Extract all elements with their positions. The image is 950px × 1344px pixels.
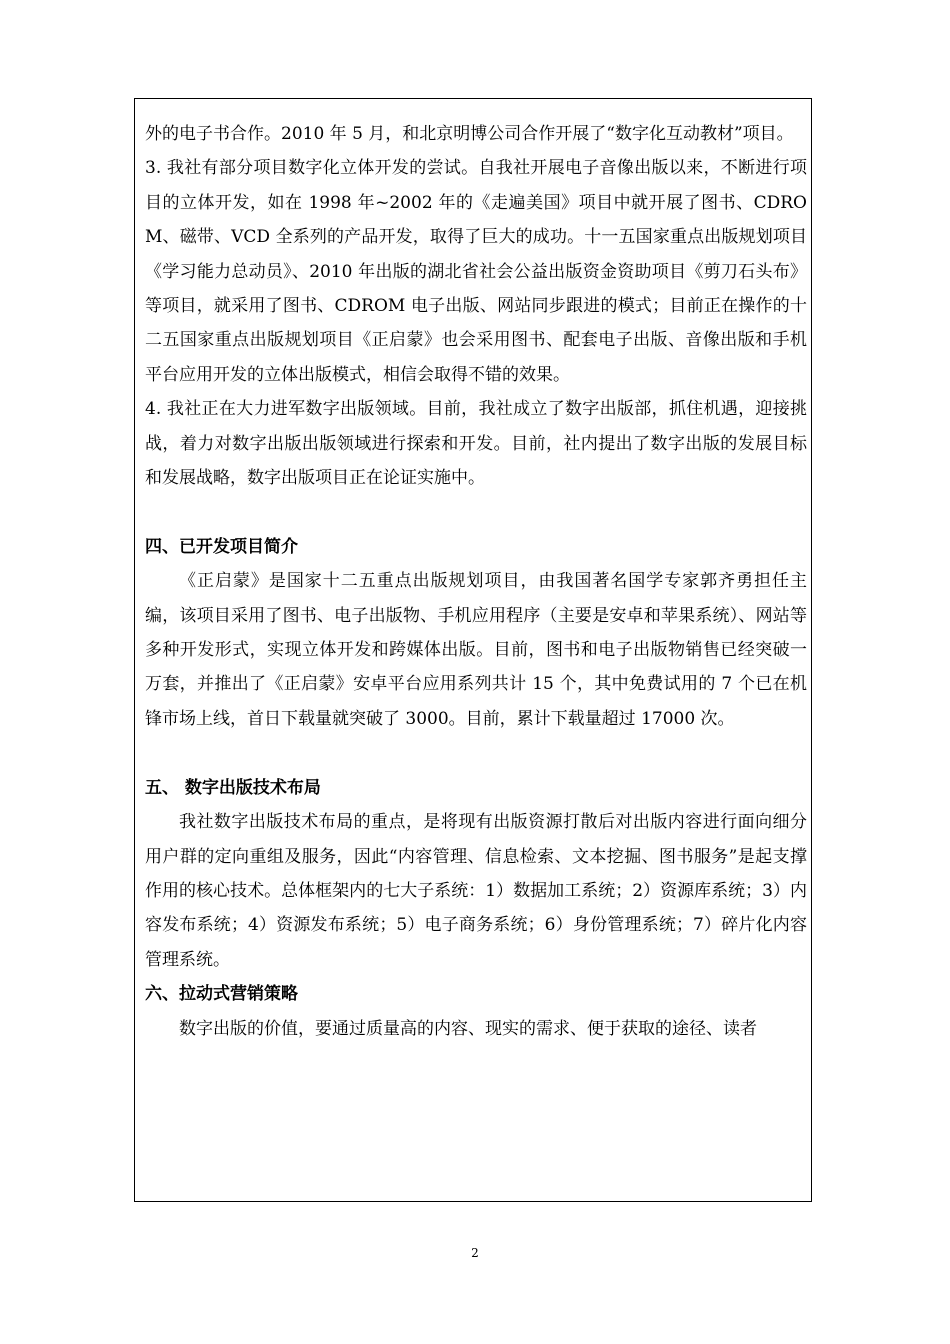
section-4-heading: 四、已开发项目简介 xyxy=(145,536,298,557)
blank-line xyxy=(145,736,807,770)
section-5-body: 我社数字出版技术布局的重点，是将现有出版资源打散后对出版内容进行面向细分用户群的定向重组及服务，因此“内容管理、信息检索、文本挖掘、图书服务”是起支撑作用的核心技术。总体框架内的七大子系统：1）数据加工系统；2）资源库系统；3）内容发布系统；4）资源发布系统；5）电子商务系统；6）身份管理系统；7）碎片化内容管理系统。 xyxy=(145,812,807,970)
page-frame xyxy=(134,98,812,1202)
section-4-body: 《正启蒙》是国家十二五重点出版规划项目，由我国著名国学专家郭齐勇担任主编，该项目采用了图书、电子出版物、手机应用程序（主要是安卓和苹果系统）、网站等多种开发形式，实现立体开发和跨媒体出版。目前，图书和电子出版物销售已经突破一万套，并推出了《正启蒙》安卓平台应用系列共计 15 个，其中免费试用的 7 个已在机锋市场上线，首日下载量就突破了 3000。目前，累计下载量超过 17000 次。 xyxy=(145,571,807,729)
paragraph-item-4: 4. 我社正在大力进军数字出版领域。目前，我社成立了数字出版部，抓住机遇，迎接挑战，着力对数字出版出版领域进行探索和开发。目前，社内提出了数字出版的发展目标和发展战略，数字出版项目正在论证实施中。 xyxy=(145,399,807,489)
section-6-heading: 六、拉动式营销策略 xyxy=(145,984,298,1005)
section-6-body: 数字出版的价值，要通过质量高的内容、现实的需求、便于获取的途径、读者 xyxy=(179,1018,757,1039)
section-5-heading: 五、 数字出版技术布局 xyxy=(145,777,321,798)
page-number: 2 xyxy=(471,1246,479,1260)
paragraph-item-3: 3. 我社有部分项目数字化立体开发的尝试。自我社开展电子音像出版以来，不断进行项目的立体开发，如在 1998 年~2002 年的《走遍美国》项目中就开展了图书、CDROM、磁带、VCD 全系列的产品开发，取得了巨大的成功。十一五国家重点出版规划项目《学习能力总动员》、2010 年出版的湖北省社会公益出版资金资助项目《剪刀石头布》等项目，就采用了图书、CDROM 电子出版、网站同步跟进的模式；目前正在操作的十二五国家重点出版规划项目《正启蒙》也会采用图书、配套电子出版、音像出版和手机平台应用开发的立体出版模式，相信会取得不错的效果。 xyxy=(145,158,807,385)
blank-line xyxy=(145,495,807,529)
paragraph-continuation: 外的电子书合作。2010 年 5 月，和北京明博公司合作开展了“数字化互动教材”项目。 xyxy=(145,124,794,144)
document-body xyxy=(145,117,807,1046)
